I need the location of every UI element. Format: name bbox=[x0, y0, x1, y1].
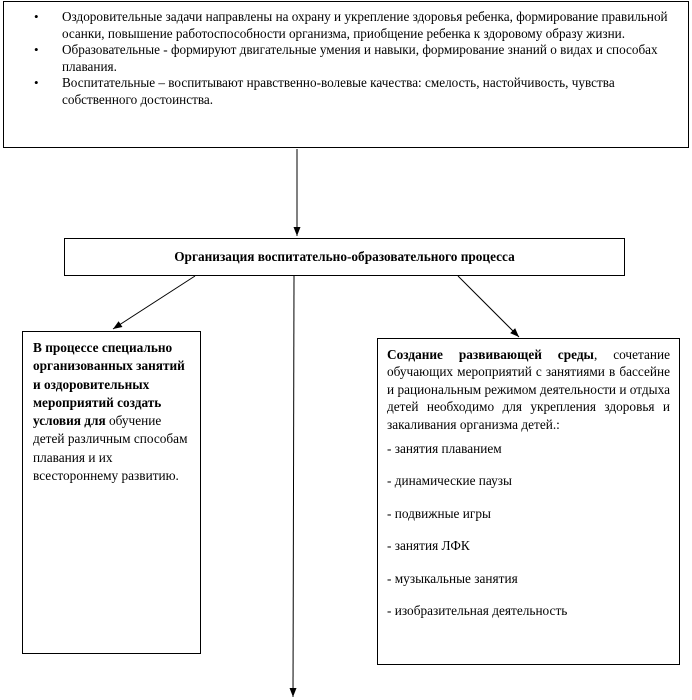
arrow-process-down bbox=[293, 276, 294, 697]
goal-text: Образовательные - формируют двигательные умения и навыки, формирование знаний о видах и способах плавания. bbox=[62, 42, 658, 74]
bullet-icon: • bbox=[34, 42, 39, 57]
goal-item-upbringing bbox=[12, 75, 680, 108]
goal-item-health bbox=[12, 9, 680, 42]
activity-item: - занятия плаванием bbox=[387, 441, 502, 457]
right-intro bbox=[387, 346, 670, 433]
goal-text: Оздоровительные задачи направлены на охрану и укрепление здоровья ребенка, формирование правильной осанки, повышение работоспособности организма, приобщение ребенка к здоровому образу жизни. bbox=[62, 9, 668, 41]
right-bold-text: Создание развивающей среды bbox=[387, 347, 594, 362]
process-title: Организация воспитательно-образовательного процесса bbox=[174, 249, 515, 264]
arrow-process-to-right bbox=[458, 276, 519, 337]
goals-box bbox=[3, 1, 689, 148]
activity-item: - подвижные игры bbox=[387, 505, 491, 521]
goal-text: Воспитательные – воспитывают нравственно-волевые качества: смелость, настойчивость, чувства собственного достоинства. bbox=[62, 75, 615, 107]
activity-item: - музыкальные занятия bbox=[387, 570, 518, 586]
right-plain-text: , сочетание обучающих мероприятий с занятиями в бассейне и рациональным режимом деятельности и отдыха детей необходимо для укрепления здоровья и закаливания организма детей.: bbox=[387, 347, 671, 432]
right-environment-box bbox=[377, 338, 680, 665]
activity-item: - динамические паузы bbox=[387, 473, 512, 489]
goal-item-education bbox=[12, 42, 680, 75]
activity-item: - изобразительная деятельность bbox=[387, 602, 568, 618]
process-title-box bbox=[64, 238, 625, 276]
bullet-icon: • bbox=[34, 9, 39, 24]
arrow-process-to-left bbox=[113, 276, 195, 329]
bullet-icon: • bbox=[34, 75, 39, 90]
left-plain-text: обучение детей различным способам плавания и их всестороннему развитию. bbox=[33, 413, 188, 484]
left-bold-text: В процессе специально организованных занятий и оздоровительных мероприятий создать условия для bbox=[33, 340, 185, 429]
goals-list bbox=[12, 9, 680, 108]
left-conditions-box bbox=[22, 331, 201, 654]
activity-item: - занятия ЛФК bbox=[387, 538, 470, 554]
